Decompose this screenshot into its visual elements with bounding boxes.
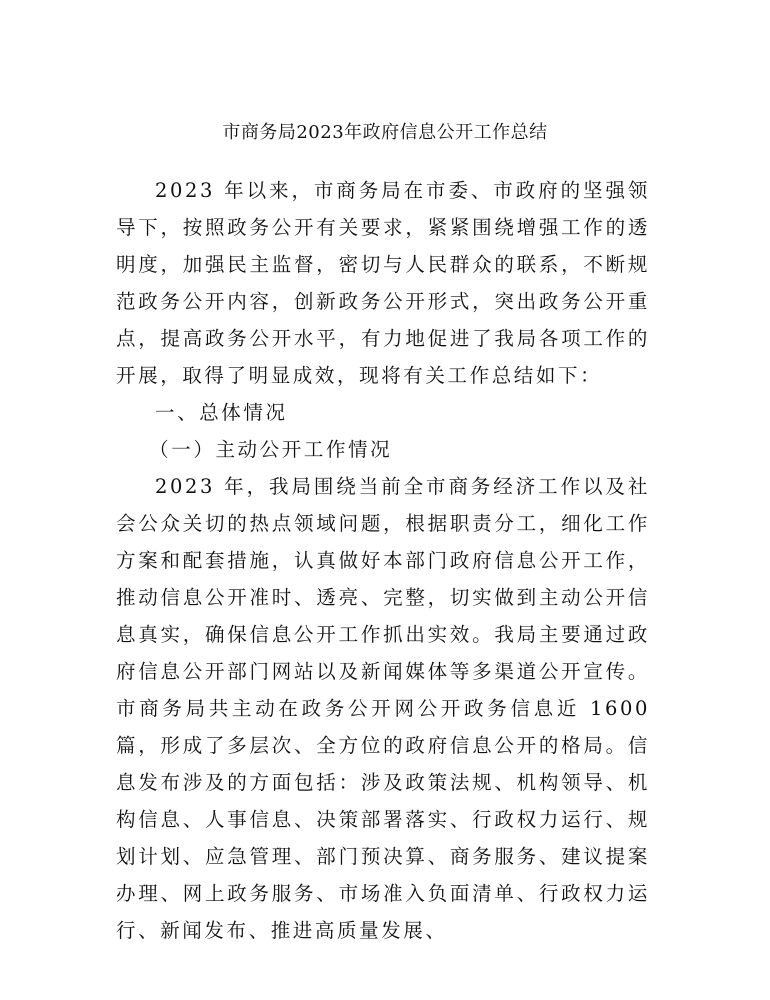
section-heading: 一、总体情况 [155,401,288,424]
document-title: 市商务局2023年政府信息公开工作总结 [222,122,548,143]
subsection-heading: （一）主动公开工作情况 [149,438,393,461]
document-body [116,172,650,949]
body-paragraph: 2023 年，我局围绕当前全市商务经济工作以及社会公众关切的热点领域问题，根据职责分工，细化工作方案和配套措施，认真做好本部门政府信息公开工作，推动信息公开准时、透亮、完整，切实做到主动公开信息真实，确保信息公开工作抓出实效。我局主要通过政府信息公开部门网站以及新闻媒体等多渠道公开宣传。市商务局共主动在政务公开网公开政务信息近 1600 篇，形成了多层次、全方位的政府信息公开的格局。信息发布涉及的方面包括：涉及政策法规、机构领导、机构信息、人事信息、决策部署落实、行政权力运行、规划计划、应急管理、部门预决算、商务服务、建议提案办理、网上政务服务、市场准入负面清单、行政权力运行、新闻发布、推进高质量发展、 [116,475,650,942]
intro-paragraph: 2023 年以来，市商务局在市委、市政府的坚强领导下，按照政务公开有关要求，紧紧围绕增强工作的透明度，加强民主监督，密切与人民群众的联系，不断规范政务公开内容，创新政务公开形式，突出政务公开重点，提高政务公开水平，有力地促进了我局各项工作的开展，取得了明显成效，现将有关工作总结如下： [116,179,650,387]
